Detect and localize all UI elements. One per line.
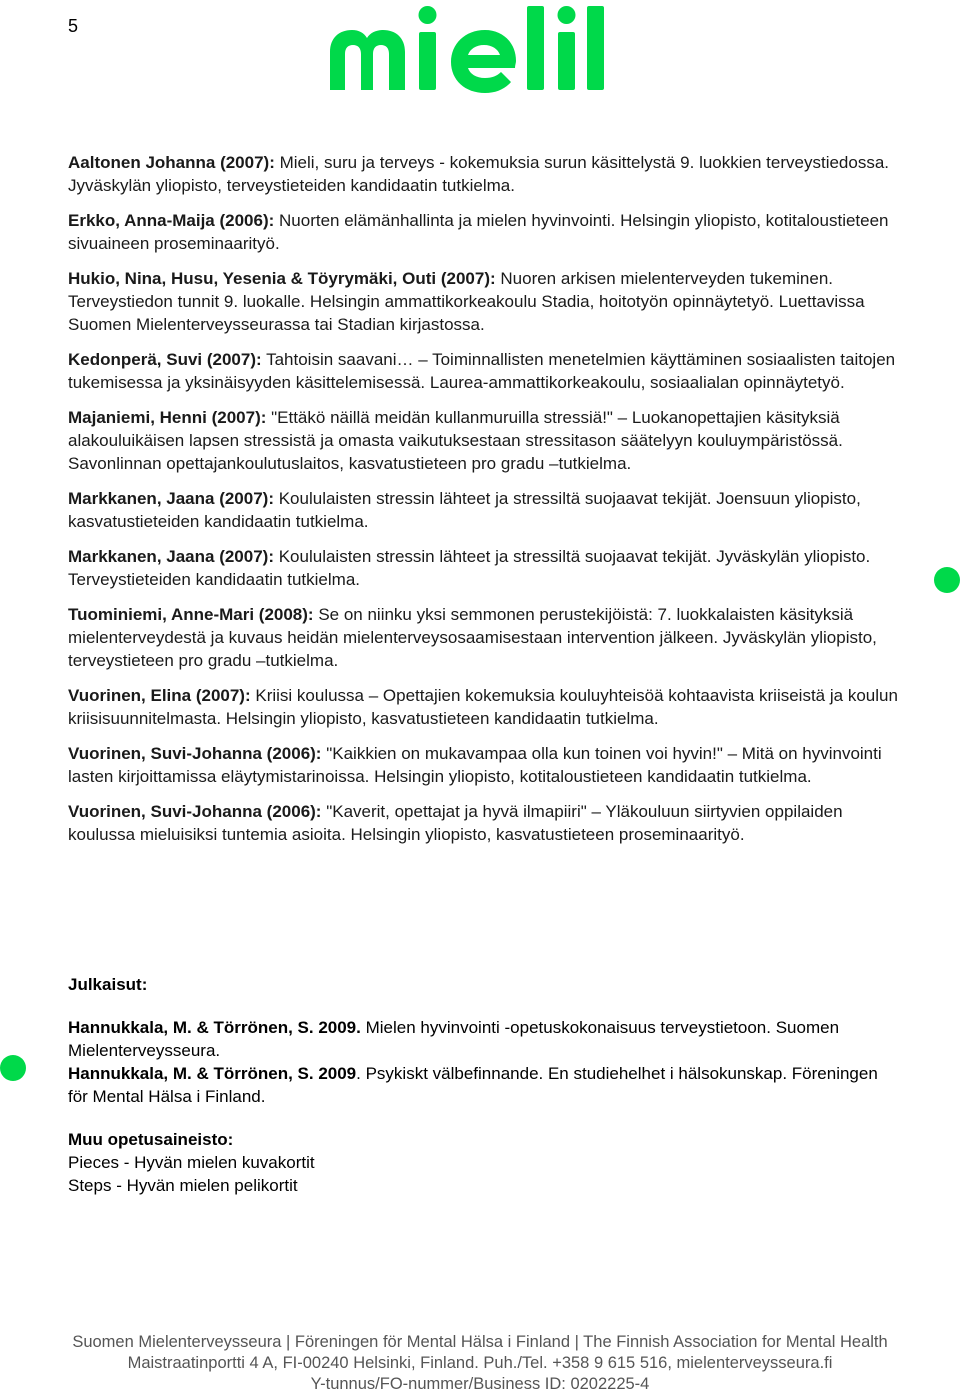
- bibliography-entry: [68, 151, 898, 197]
- entry-author: Majaniemi, Henni (2007):: [68, 408, 267, 427]
- entry-author: Aaltonen Johanna (2007):: [68, 153, 275, 172]
- entry-author: Tuominiemi, Anne-Mari (2008):: [68, 605, 314, 624]
- entry-text: Kriisi koulussa – Opettajien kokemuksia kouluyhteisöä kohtaavista kriiseistä ja koulun kriisisuunnitelmasta. Helsingin yliopisto, kasvatustieteen kandidaatin tutkielma.: [68, 686, 898, 728]
- bibliography-entry: [68, 348, 898, 394]
- bibliography-entry: [68, 742, 898, 788]
- bibliography-entry: [68, 603, 898, 672]
- publication-author: Hannukkala, M. & Törrönen, S. 2009: [68, 1064, 357, 1083]
- entry-text: Mieli, suru ja terveys - kokemuksia surun käsittelystä 9. luokkien terveystiedossa. Jyväskylän yliopisto, terveystieteiden kandidaatin tutkielma.: [68, 153, 890, 195]
- entry-text: Tahtoisin saavani… – Toiminnallisten menetelmien käyttäminen sosiaalisten taitojen tukemisessa ja yksinäisyyden käsittelemisessä. Laurea-ammattikorkeakoulu, sosiaalialan opinnäytetyö.: [68, 350, 896, 392]
- entry-text: Koululaisten stressin lähteet ja stressiltä suojaavat tekijät. Jyväskylän yliopisto. Terveystieteiden kandidaatin tutkielma.: [68, 547, 871, 589]
- bibliography-entry: [68, 684, 898, 730]
- footer-address: Maistraatinportti 4 A, FI-00240 Helsinki, Finland. Puh./Tel. +358 9 615 516, mielenterveysseura.fi: [127, 1354, 833, 1372]
- entry-text: "Kaikkien on mukavampaa olla kun toinen voi hyvin!" – Mitä on hyvinvointi lasten kirjoittamissa eläytymistarinoissa. Helsingin yliopisto, kotitaloustieteen kandidaatin tutkielma.: [68, 744, 882, 786]
- publication-item: [68, 1062, 898, 1108]
- page-number: 5: [68, 16, 79, 36]
- publication-author: Hannukkala, M. & Törrönen, S. 2009.: [68, 1018, 361, 1037]
- publication-item: [68, 1016, 898, 1062]
- mieli-logo: [327, 2, 627, 98]
- muu-heading: Muu opetusaineisto:: [68, 1130, 234, 1149]
- entry-text: Se on niinku yksi semmonen perustekijöistä: 7. luokkalaisten käsityksiä mielenterveydestä ja kuvaus heidän mielenterveysosaamisestaan intervention jälkeen. Jyväskylän yliopisto, terveystieteen pro gradu –tutkielma.: [68, 605, 877, 670]
- entry-author: Vuorinen, Suvi-Johanna (2006):: [68, 744, 322, 763]
- decorative-dot: [0, 1055, 26, 1081]
- entry-author: Erkko, Anna-Maija (2006):: [68, 211, 275, 230]
- decorative-dot: [934, 567, 960, 593]
- julkaisut-list: [68, 1016, 898, 1108]
- entry-author: Kedonperä, Suvi (2007):: [68, 350, 262, 369]
- julkaisut-heading: Julkaisut:: [68, 975, 148, 994]
- bibliography-entry: [68, 209, 898, 255]
- entry-text: "Ettäkö näillä meidän kullanmuruilla stressiä!" – Luokanopettajien käsityksiä alakouluikäisen lapsen stressistä ja omasta vaikutuksestaan stressitason säätelyyn kouluympäristössä. Savonlinnan opettajankoulutuslaitos, kasvatustieteen pro gradu –tutkielma.: [68, 408, 843, 473]
- bibliography-entry: [68, 487, 898, 533]
- page-footer: [0, 1332, 960, 1395]
- publication-text: . Psykiskt välbefinnande. En studiehelhet i hälsokunskap. Föreningen för Mental Hälsa i Finland.: [68, 1064, 878, 1106]
- entry-author: Markkanen, Jaana (2007):: [68, 489, 274, 508]
- entry-author: Vuorinen, Elina (2007):: [68, 686, 251, 705]
- bibliography-entry: [68, 267, 898, 336]
- bibliography-entry: [68, 406, 898, 475]
- muu-opetusaineisto: [68, 1128, 898, 1197]
- footer-business-id: Y-tunnus/FO-nummer/Business ID: 0202225-4: [310, 1375, 650, 1393]
- material-item: Steps - Hyvän mielen pelikortit: [68, 1176, 298, 1195]
- bibliography-list: [68, 151, 898, 858]
- entry-text: "Kaverit, opettajat ja hyvä ilmapiiri" – Yläkouluun siirtyvien oppilaiden koulussa mieluisiksi tuntemia asioita. Helsingin yliopisto, kasvatustieteen proseminaarityö.: [68, 802, 843, 844]
- entry-author: Markkanen, Jaana (2007):: [68, 547, 274, 566]
- bibliography-entry: [68, 545, 898, 591]
- publication-text: Mielen hyvinvointi -opetuskokonaisuus terveystietoon. Suomen Mielenterveysseura.: [68, 1018, 840, 1060]
- material-item: Pieces - Hyvän mielen kuvakortit: [68, 1153, 315, 1172]
- entry-author: Vuorinen, Suvi-Johanna (2006):: [68, 802, 322, 821]
- entry-text: Koululaisten stressin lähteet ja stressiltä suojaavat tekijät. Joensuun yliopisto, kasvatustieteiden kandidaatin tutkielma.: [68, 489, 861, 531]
- entry-text: Nuorten elämänhallinta ja mielen hyvinvointi. Helsingin yliopisto, kotitaloustieteen sivuaineen proseminaarityö.: [68, 211, 889, 253]
- bibliography-entry: [68, 800, 898, 846]
- entry-text: Nuoren arkisen mielenterveyden tukeminen. Terveystiedon tunnit 9. luokalle. Helsingin ammattikorkeakoulu Stadia, hoitotyön opinnäytetyö. Luettavissa Suomen Mielenterveysseurassa tai Stadian kirjastossa.: [68, 269, 865, 334]
- footer-organization: Suomen Mielenterveysseura | Föreningen för Mental Hälsa i Finland | The Finnish Association for Mental Health: [72, 1333, 888, 1351]
- entry-author: Hukio, Nina, Husu, Yesenia & Töyrymäki, Outi (2007):: [68, 269, 496, 288]
